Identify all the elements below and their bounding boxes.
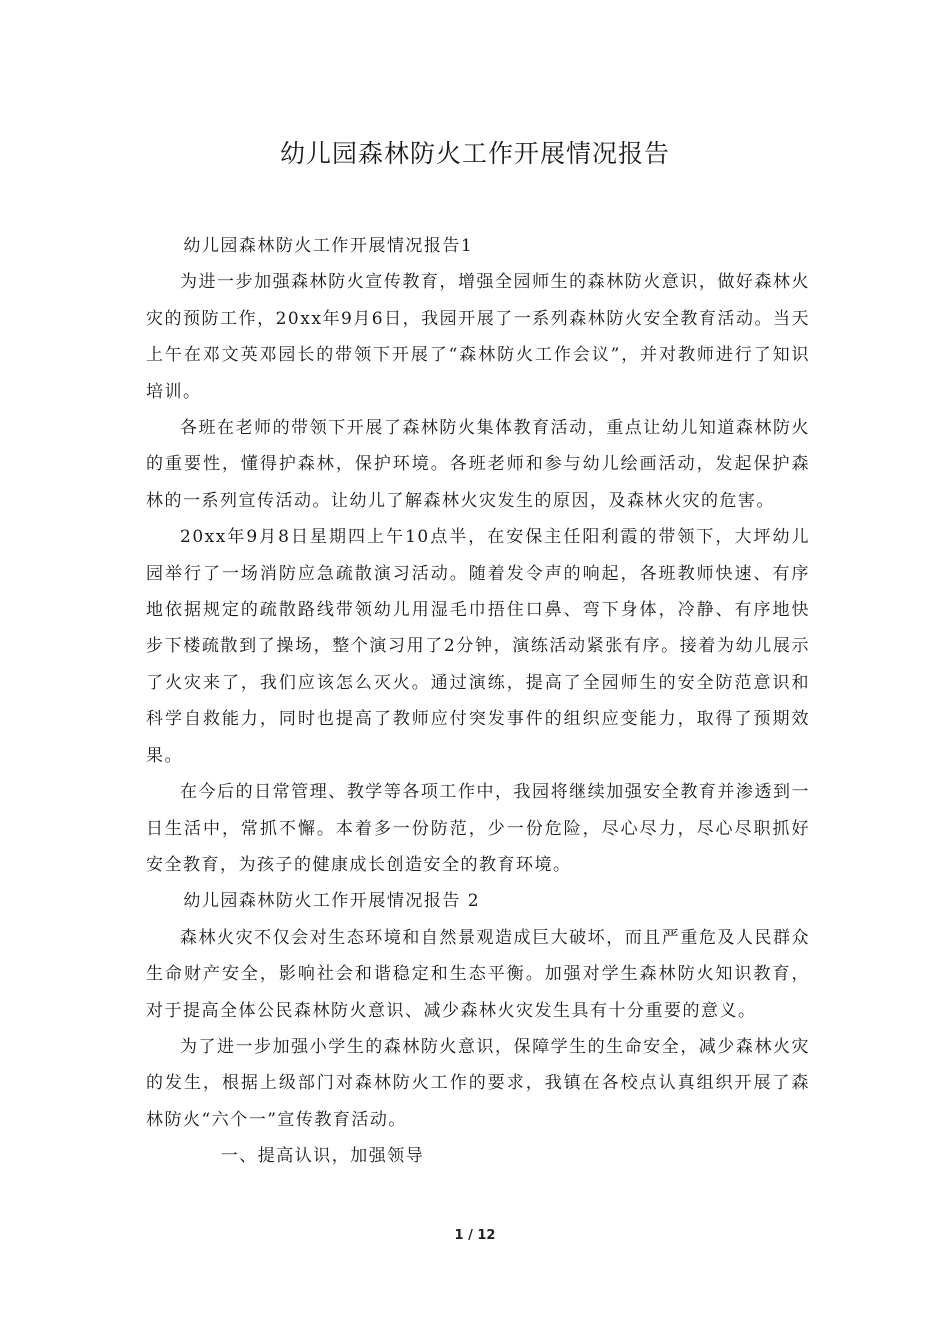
paragraph: 森林火灾不仅会对生态环境和自然景观造成巨大破坏，而且严重危及人民群众生命财产安全，影响社会和谐稳定和生态平衡。加强对学生森林防火知识教育，对于提高全体公民森林防火意识、减少森林火灾发生具有十分重要的意义。 xyxy=(146,927,810,1021)
subsection-heading: 一、提高认识，加强领导 xyxy=(220,1146,425,1167)
section-heading: 幼儿园森林防火工作开展情况报告1 xyxy=(183,236,474,256)
document-title: 幼儿园森林防火工作开展情况报告 xyxy=(279,139,670,168)
paragraph: 各班在老师的带领下开展了森林防火集体教育活动，重点让幼儿知道森林防火的重要性，懂得护森林，保护环境。各班老师和参与幼儿绘画活动，发起保护森林的一系列宣传活动。让幼儿了解森林火灾发生的原因，及森林火灾的危害。 xyxy=(146,418,810,511)
paragraph: 为进一步加强森林防火宣传教育，增强全园师生的森林防火意识，做好森林火灾的预防工作，20xx年9月6日，我园开展了一系列森林防火安全教育活动。当天上午在邓文英邓园长的带领下开展了“森林防火工作会议”，并对教师进行了知识培训。 xyxy=(146,272,810,402)
paragraph: 在今后的日常管理、教学等各项工作中，我园将继续加强安全教育并渗透到一日生活中，常抓不懈。本着多一份防范，少一份危险，尽心尽力，尽心尽职抓好安全教育，为孩子的健康成长创造安全的教育环境。 xyxy=(146,782,810,875)
page-number: 1 / 12 xyxy=(454,1228,496,1243)
section-heading: 幼儿园森林防火工作开展情况报告 2 xyxy=(183,891,481,912)
document-body xyxy=(146,228,810,1175)
paragraph: 为了进一步加强小学生的森林防火意识，保障学生的生命安全，减少森林火灾的发生，根据上级部门对森林防火工作的要求，我镇在各校点认真组织开展了森林防火“六个一”宣传教育活动。 xyxy=(146,1036,810,1130)
paragraph: 20xx年9月8日星期四上午10点半，在安保主任阳利霞的带领下，大坪幼儿园举行了一场消防应急疏散演习活动。随着发令声的响起，各班教师快速、有序地依据规定的疏散路线带领幼儿用湿毛巾捂住口鼻、弯下身体，冷静、有序地快步下楼疏散到了操场，整个演习用了2分钟，演练活动紧张有序。接着为幼儿展示了火灾来了，我们应该怎么灭火。通过演练，提高了全园师生的安全防范意识和科学自救能力，同时也提高了教师应付突发事件的组织应变能力，取得了预期效果。 xyxy=(146,527,810,766)
